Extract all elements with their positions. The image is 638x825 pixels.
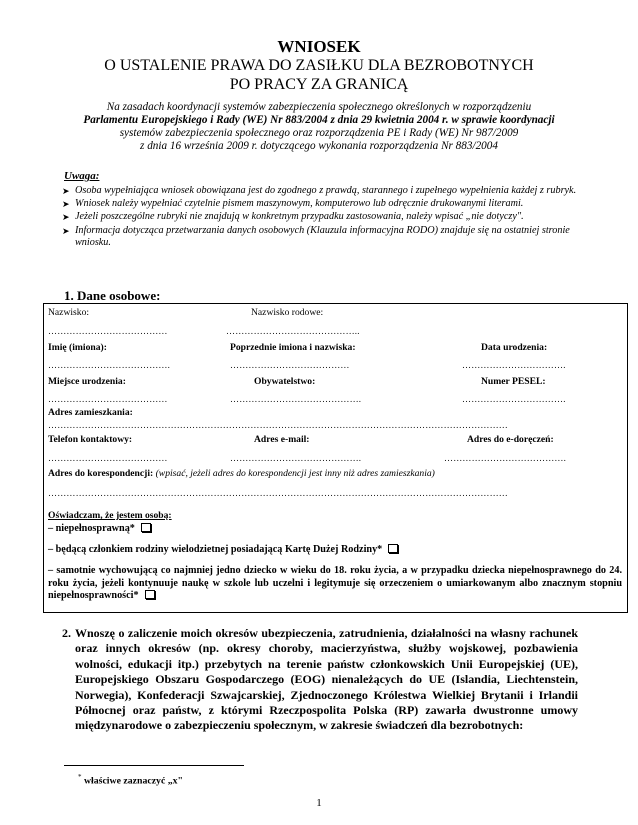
single-parent-option: – samotnie wychowującą co najmniej jedno dziecko w wieku do 18. roku życia, a w przypadku dziecka niepełnosprawnego do 24. roku życia, jeżeli kontynuuje naukę w szkole lub uczelni i legitymuje się orzeczeniem o umiarkowanym albo znacznym stopniu niepełnosprawności* — [48, 565, 622, 601]
email-field[interactable]: ……………………………………. — [230, 453, 362, 463]
section-1-heading: 1. Dane osobowe: — [64, 288, 161, 303]
first-names-label: Imię (imiona): — [48, 342, 107, 353]
home-address-field[interactable]: …………………………………………………………………………………………………………………………………… — [48, 420, 508, 430]
birth-surname-field[interactable]: …………………………………….. — [226, 326, 360, 336]
footnote-divider — [64, 765, 244, 766]
previous-names-label: Poprzednie imiona i nazwiska: — [230, 342, 356, 353]
birth-date-label: Data urodzenia: — [481, 342, 548, 353]
legal-basis-line-3: systemów zabezpieczenia społecznego oraz rozporządzenia PE i Rady (WE) Nr 987/2009 — [119, 127, 519, 139]
large-family-checkbox[interactable] — [388, 544, 398, 553]
phone-field[interactable]: ………………………………… — [48, 453, 168, 463]
home-address-label: Adres zamieszkania: — [48, 407, 133, 418]
pesel-label: Numer PESEL: — [481, 376, 546, 387]
section-2-number: 2. — [62, 626, 71, 640]
personal-data-box — [43, 303, 628, 613]
form-subtitle-2: PO PRACY ZA GRANICĄ — [229, 76, 409, 93]
large-family-option: – będącą członkiem rodziny wielodzietnej posiadającą Kartę Dużej Rodziny* — [48, 544, 622, 557]
arrow-bullet-icon: ➤ — [62, 225, 70, 236]
legal-basis-line-2: Parlamentu Europejskiego i Rady (WE) Nr 883/2004 z dnia 29 kwietnia 2004 r. w sprawie koordynacji — [83, 114, 555, 126]
legal-basis-line-1: Na zasadach koordynacji systemów zabezpieczenia społecznego określonych w rozporządzeniu — [106, 101, 532, 113]
birth-surname-label: Nazwisko rodowe: — [251, 307, 324, 318]
form-title: WNIOSEK — [277, 37, 361, 56]
note-item: ➤ Jeżeli poszczególne rubryki nie znajdują w konkretnym przypadku zastosowania, należy wpisać „nie dotyczy". — [62, 211, 524, 223]
legal-basis — [70, 101, 568, 153]
declaration-heading: Oświadczam, że jestem osobą: — [48, 510, 172, 521]
citizenship-field[interactable]: ……………………………………. — [230, 394, 362, 404]
legal-basis-line-4: z dnia 16 września 2009 r. dotyczącego wykonania rozporządzenia Nr 883/2004 — [140, 140, 498, 152]
page-number: 1 — [316, 797, 322, 809]
birth-place-label: Miejsce urodzenia: — [48, 376, 126, 387]
previous-names-field[interactable]: ………………………………… — [230, 360, 350, 370]
section-2 — [62, 626, 578, 734]
footnote: * właściwe zaznaczyć „x" — [78, 773, 183, 787]
section-2-text: Wnoszę o zaliczenie moich okresów ubezpieczenia, zatrudnienia, działalności na własny rachunek oraz innych okresów (np. okresy choroby, macierzyństwa, służby wojskowej, pozbawienia wolności, edukacji itp.) przebytych na terenie państw członkowskich Unii Europejskiej (UE), Europejskiego Obszaru Gospodarczego (EOG) nienależących do UE (Islandia, Liechtenstein, Norwegia), Konfederacji Szwajcarskiej, Zjednoczonego Królestwa Wielkiej Brytanii i Irlandii Północnej oraz państw, z którymi Rzeczpospolita Polska (RP) zawarła dwustronne umowy międzynarodowe o zabezpieczeniu społecznym, w zakresie świadczeń dla bezrobotnych: — [75, 626, 578, 733]
pesel-field[interactable]: ……………………………. — [462, 394, 566, 404]
arrow-bullet-icon: ➤ — [62, 199, 70, 210]
notes-list — [62, 185, 590, 250]
birth-date-field[interactable]: ……………………………. — [462, 360, 566, 370]
phone-label: Telefon kontaktowy: — [48, 434, 133, 445]
arrow-bullet-icon: ➤ — [62, 212, 70, 223]
single-parent-checkbox[interactable] — [145, 590, 155, 599]
arrow-bullet-icon: ➤ — [62, 186, 70, 196]
birth-place-field[interactable]: ………………………………… — [48, 394, 168, 404]
first-names-field[interactable]: …………………………………. — [48, 360, 171, 370]
disabled-option: – niepełnosprawną* — [48, 523, 622, 536]
note-item: ➤ Osoba wypełniająca wniosek obowiązana jest do zgodnego z prawdą, starannego i zupełnego wypełnienia każdej z rubryk. — [62, 185, 577, 196]
citizenship-label: Obywatelstwo: — [254, 376, 316, 387]
e-delivery-field[interactable]: …………………………………. — [444, 453, 567, 463]
correspondence-address-label: Adres do korespondencji: (wpisać, jeżeli adres do korespondencji jest inny niż adres zamieszkania) — [48, 468, 435, 479]
note-item: ➤ Informacja dotycząca przetwarzania danych osobowych (Klauzula informacyjna RODO) znajduje się na ostatniej stronie wniosku. — [62, 224, 570, 248]
surname-label: Nazwisko: — [48, 307, 90, 318]
disabled-checkbox[interactable] — [141, 523, 151, 532]
e-delivery-label: Adres do e-doręczeń: — [467, 434, 554, 445]
form-subtitle-1: O USTALENIE PRAWA DO ZASIŁKU DLA BEZROBOTNYCH — [104, 57, 534, 74]
correspondence-address-field[interactable]: …………………………………………………………………………………………………………………………………… — [48, 488, 508, 498]
surname-field[interactable]: ………………………………… — [48, 326, 168, 336]
email-label: Adres e-mail: — [254, 434, 310, 445]
note-item: ➤ Wniosek należy wypełniać czytelnie pismem maszynowym, komputerowo lub odręcznie drukowanymi literami. — [62, 198, 524, 210]
notes-heading: Uwaga: — [64, 170, 100, 182]
